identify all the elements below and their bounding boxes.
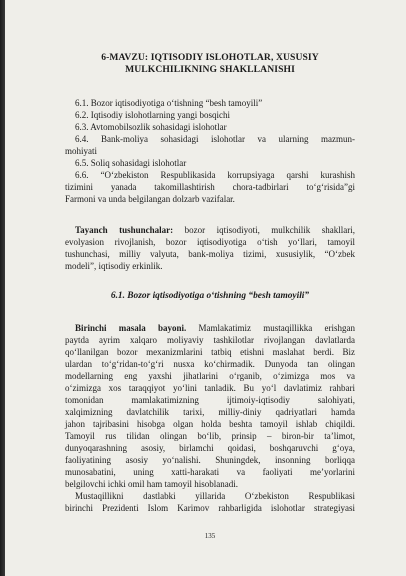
body-line [75,322,355,334]
body-line: belgilovchi ichki omil ham tamoyil hisoblanadi. [65,479,238,489]
body-lead: Birinchi masala bayoni. [75,323,187,333]
topic-title-line-1: 6-MAVZU: IQTISODIY ISLOHOTLAR, XUSUSIY [101,52,319,63]
body-line: modellarning eng yaxshi jihatlarini o‘rganib, o‘zimizga mos va [65,371,355,381]
keywords-line: tushunchasi, milliy valyuta, bank-moliya tizimi, xususiylik, “O‘zbek [65,249,355,259]
body-line: Mustaqillikni dastlabki yillarida O‘zbekiston Respublikasi [75,491,355,501]
body-line: dunyoqarashning asosiy, birlamchi qoidasi, boshqaruvchi g‘oya, [65,443,355,453]
outline-item: 6.6. “O‘zbekiston Respublikasida korrupsiyaga qarshi kurashish [75,170,355,180]
keywords-line: modeli”, iqtisodiy erkinlik. [65,261,163,271]
body-line: qo‘llanilgan bozor mexanizmlarini tatbiq etishni maslahat berdi. Biz [65,347,355,357]
section-heading: 6.1. Bozor iqtisodiyotiga o‘tishning “besh tamoyili” [110,291,310,301]
body-line: tomonidan mamlakatimizning ijtimoiy-iqtisodiy salohiyati, [65,395,355,405]
outline-item: 6.1. Bozor iqtisodiyotiga o‘tishning “besh tamoyili” [75,98,263,108]
body-line: Tamoyil rus tilidan olingan bo‘lib, prinsip – biron-bir ta’limot, [65,431,355,441]
keywords-line: evolyasion rivojlanish, bozor iqtisodiyotiga o‘tish yo‘llari, tamoyil [65,237,355,247]
body-line: o‘zimizga xos taraqqiyot yo‘lini tanladik. Bu yo‘l davlatimiz rahbari [65,383,355,393]
topic-title-line-2: MULKCHILIKNING SHAKLLANISHI [125,64,295,75]
outline-item-continued: mohiyati [65,146,97,156]
body-line: paytda ayrim xalqaro moliyaviy tashkilotlar rivojlangan davlatlarda [65,335,355,345]
outline-item: 6.5. Soliq sohasidagi islohotlar [75,158,187,168]
page-number: 135 [204,532,216,540]
body-line: ulardan to‘g‘ridan-to‘g‘ri nusxa ko‘chirmadik. Dunyoda tan olingan [65,359,355,369]
body-line: jahon tajribasini hisobga olgan holda beshta tamoyil ishlab chiqildi. [65,419,355,429]
outline-item-continued: tizimini yanada takomillashtirish chora-tadbirlari to‘g‘risida”gi [65,182,355,192]
keywords-line [75,224,355,236]
body-line: xalqimizning davlatchilik tarixi, milliy-diniy qadriyatlari hamda [65,407,355,417]
keywords-text: bozor iqtisodiyoti, mulkchilik shakllari, [173,225,356,235]
body-line: munosabatini, uning xatti-harakati va faoliyati me’yorlarini [65,467,355,477]
body-text: Mamlakatimiz mustaqillikka erishgan [186,323,356,333]
outline-item: 6.2. Iqtisodiy islohotlarning yangi bosqichi [75,110,230,120]
book-page [5,0,406,576]
outline-item: 6.4. Bank-moliya sohasidagi islohotlar va ularning mazmun- [75,134,355,144]
keywords-label: Tayanch tushunchalar: [75,225,174,235]
outline-item: 6.3. Avtomobilsozlik sohasidagi islohotlar [75,122,227,132]
outline-item-continued: Farmoni va unda belgilangan dolzarb vazifalar. [65,194,235,204]
body-line: faoliyatining asosiy yo‘nalishi. Shuningdek, insonning borliqqa [65,455,355,465]
body-line: birinchi Prezidenti Islom Karimov rahbarligida islohotlar strategiyasi [65,503,355,513]
